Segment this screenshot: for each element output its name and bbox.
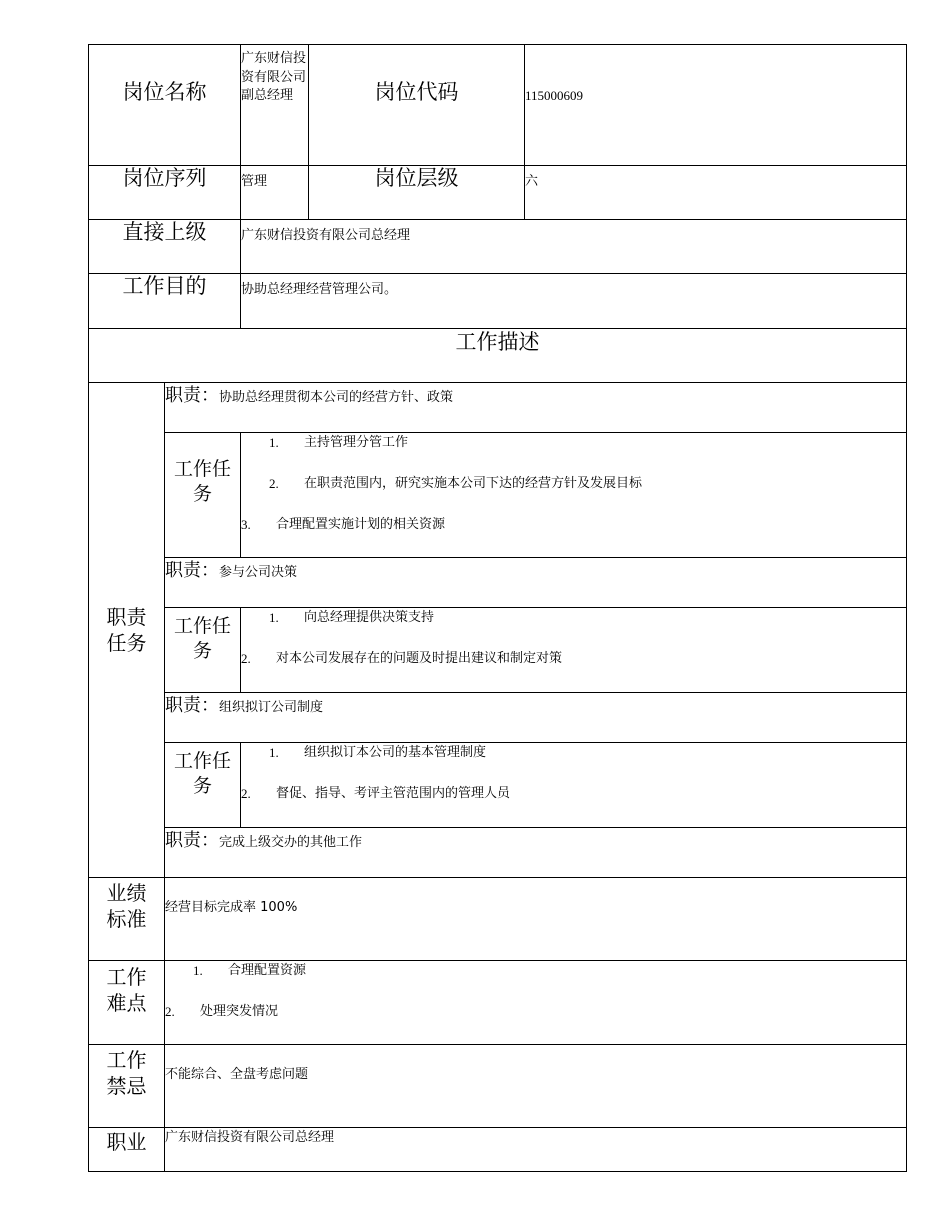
list-item: 2. 处理突发情况 [165, 1004, 279, 1019]
position-series-value: 管理 [241, 166, 309, 220]
duty-text: 协助总经理贯彻本公司的经营方针、政策 [219, 390, 454, 405]
list-item: 2. 在职责范围内，研究实施本公司下达的经营方针及发展目标 [269, 476, 643, 491]
list-item: 3. 合理配置实施计划的相关资源 [241, 517, 446, 532]
position-code-value: 115000609 [525, 45, 907, 166]
duty-row [165, 383, 907, 433]
list-item: 2. 督促、指导、考评主管范围内的管理人员 [241, 786, 511, 801]
career-label: 职业 [89, 1128, 165, 1172]
task-label: 工作任务 [165, 608, 241, 693]
duty-prefix: 职责： [165, 385, 219, 406]
task-label: 工作任务 [165, 433, 241, 558]
list-item: 1. 合理配置资源 [193, 963, 307, 978]
list-item: 2. 对本公司发展存在的问题及时提出建议和制定对策 [241, 651, 563, 666]
duties-label: 职责任务 [89, 383, 165, 878]
task-list [241, 433, 907, 558]
position-name-value: 广东财信投资有限公司副总经理 [241, 45, 309, 166]
purpose-value: 协助总经理经营管理公司。 [241, 274, 907, 329]
task-label: 工作任务 [165, 743, 241, 828]
career-value: 广东财信投资有限公司总经理 [165, 1128, 907, 1172]
duty-prefix: 职责： [165, 830, 219, 851]
duty-row [165, 693, 907, 743]
position-name-label: 岗位名称 [89, 45, 241, 166]
duty-row [165, 558, 907, 608]
taboos-label: 工作禁忌 [89, 1045, 165, 1128]
duty-text: 完成上级交办的其他工作 [219, 835, 363, 850]
list-item: 1. 向总经理提供决策支持 [269, 610, 435, 625]
performance-value: 经营目标完成率 100% [165, 878, 907, 961]
position-series-label: 岗位序列 [89, 166, 241, 220]
position-code-label: 岗位代码 [309, 45, 525, 166]
duty-prefix: 职责： [165, 695, 219, 716]
superior-label: 直接上级 [89, 220, 241, 274]
list-item: 1. 主持管理分管工作 [269, 435, 409, 450]
task-list [241, 743, 907, 828]
task-list [241, 608, 907, 693]
performance-label: 业绩标准 [89, 878, 165, 961]
job-description-table [88, 44, 907, 1172]
taboos-value: 不能综合、全盘考虑问题 [165, 1045, 907, 1128]
position-level-label: 岗位层级 [309, 166, 525, 220]
purpose-label: 工作目的 [89, 274, 241, 329]
duty-row [165, 828, 907, 878]
difficulties-list [165, 961, 907, 1045]
difficulties-label: 工作难点 [89, 961, 165, 1045]
duty-text: 参与公司决策 [219, 565, 298, 580]
position-level-value: 六 [525, 166, 907, 220]
work-description-title: 工作描述 [89, 329, 907, 383]
superior-value: 广东财信投资有限公司总经理 [241, 220, 907, 274]
list-item: 1. 组织拟订本公司的基本管理制度 [269, 745, 487, 760]
duty-text: 组织拟订公司制度 [219, 700, 324, 715]
duty-prefix: 职责： [165, 560, 219, 581]
